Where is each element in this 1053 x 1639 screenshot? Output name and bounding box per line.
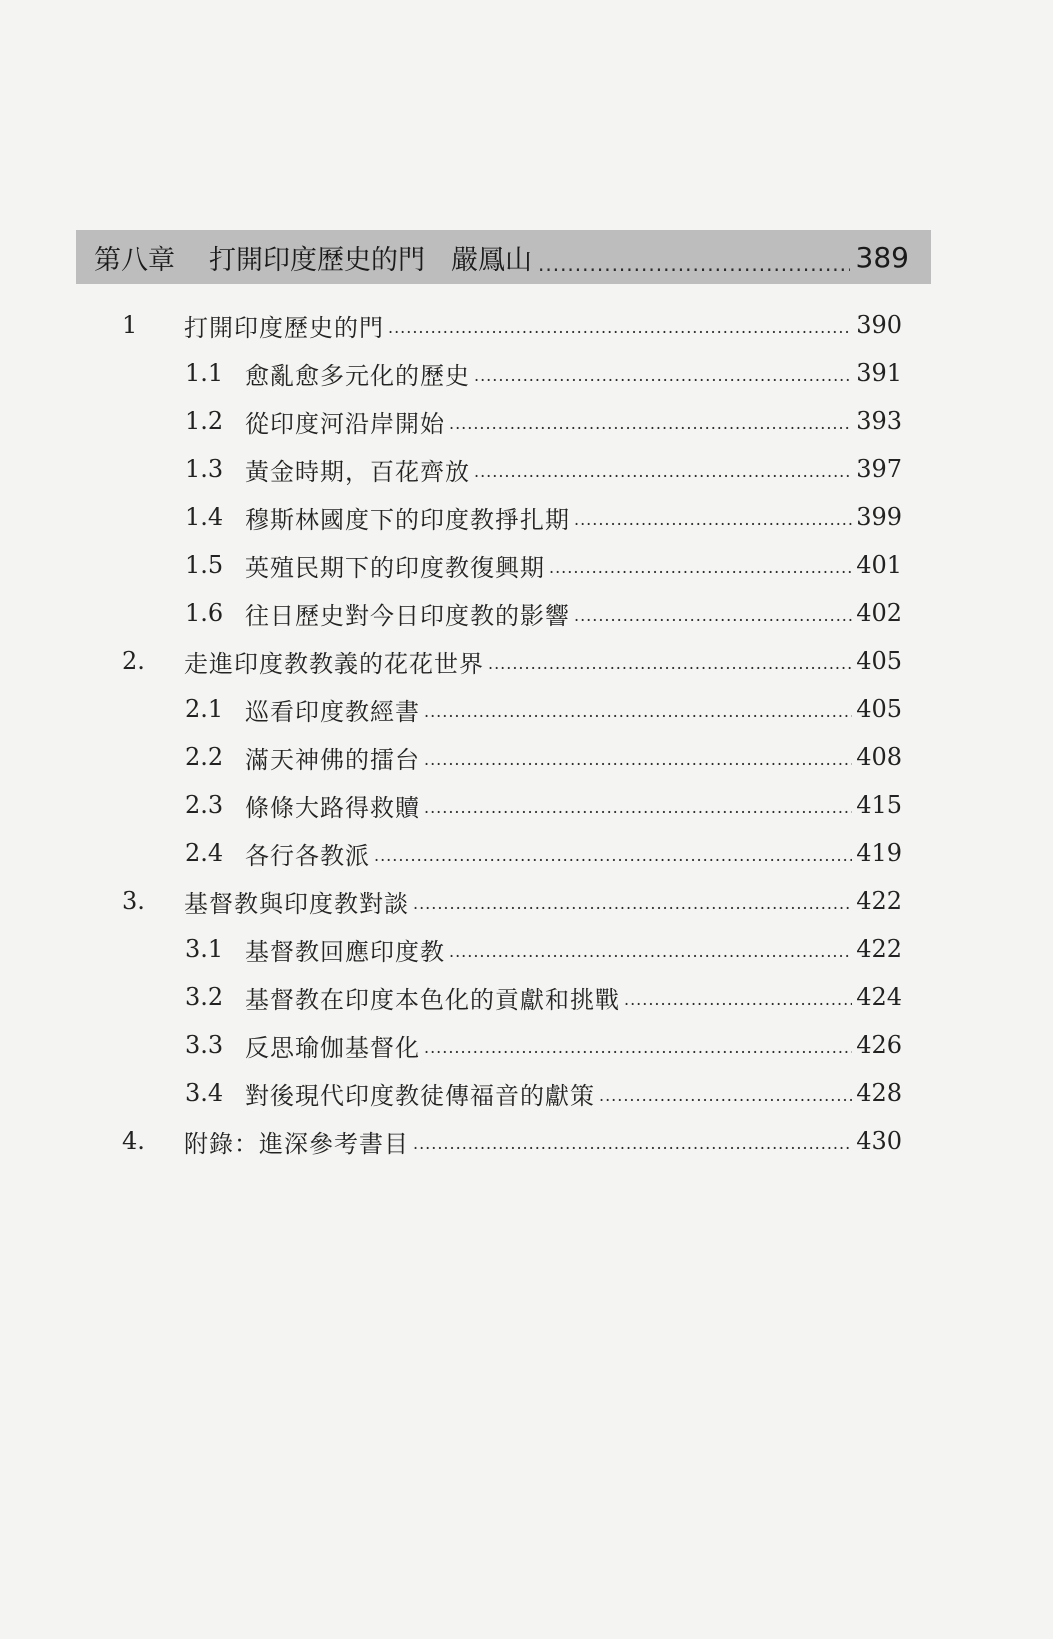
entry-title: 黃金時期，百花齊放 [245, 457, 470, 486]
entry-page-number: 405 [856, 695, 902, 723]
toc-entry [185, 449, 902, 489]
dot-leader [574, 516, 852, 537]
entry-page-number: 408 [856, 743, 902, 771]
entry-number: 1.2 [185, 407, 224, 435]
entry-number: 1.3 [185, 455, 224, 483]
entry-number: 3. [122, 887, 145, 915]
entry-number: 2.2 [185, 743, 224, 771]
toc-entry [185, 785, 902, 825]
toc-entry [185, 737, 902, 777]
entry-number: 1 [122, 311, 138, 339]
entry-page-number: 415 [856, 791, 902, 819]
dot-leader [449, 948, 852, 969]
entry-number: 3.2 [185, 983, 224, 1011]
entry-page-number: 393 [856, 407, 902, 435]
dot-leader [424, 756, 852, 777]
entry-page-number: 402 [856, 599, 902, 627]
entry-title: 從印度河沿岸開始 [245, 409, 445, 438]
entry-page-number: 401 [856, 551, 902, 579]
chapter-heading [76, 230, 931, 284]
entry-number: 3.1 [185, 935, 224, 963]
entry-title: 穆斯林國度下的印度教掙扎期 [245, 505, 570, 534]
entry-title: 基督教在印度本色化的貢獻和挑戰 [245, 985, 620, 1014]
dot-leader [538, 260, 850, 284]
entry-title: 基督教與印度教對談 [184, 889, 409, 918]
dot-leader [388, 324, 852, 345]
chapter-label: 第八章 [94, 244, 175, 276]
chapter-title: 打開印度歷史的門 [209, 244, 425, 276]
toc-entry [185, 593, 902, 633]
dot-leader [413, 900, 852, 921]
entry-page-number: 405 [856, 647, 902, 675]
entry-page-number: 390 [856, 311, 902, 339]
dot-leader [488, 660, 852, 681]
entry-number: 1.5 [185, 551, 224, 579]
toc-entry [185, 545, 902, 585]
toc-entry [122, 305, 902, 345]
entry-title: 英殖民期下的印度教復興期 [245, 553, 545, 582]
entry-title: 反思瑜伽基督化 [245, 1033, 420, 1062]
entry-title: 走進印度教教義的花花世界 [184, 649, 484, 678]
toc-entry [185, 401, 902, 441]
entry-number: 1.6 [185, 599, 224, 627]
entry-title: 滿天神佛的擂台 [245, 745, 420, 774]
entry-title: 巡看印度教經書 [245, 697, 420, 726]
entry-page-number: 391 [856, 359, 902, 387]
dot-leader [474, 468, 852, 489]
entry-number: 3.3 [185, 1031, 224, 1059]
entry-page-number: 397 [856, 455, 902, 483]
entry-number: 3.4 [185, 1079, 224, 1107]
entry-number: 2.4 [185, 839, 224, 867]
entry-page-number: 422 [856, 887, 902, 915]
entry-page-number: 399 [856, 503, 902, 531]
dot-leader [599, 1092, 852, 1113]
entry-page-number: 424 [856, 983, 902, 1011]
entry-title: 附錄：進深參考書目 [184, 1129, 409, 1158]
entry-page-number: 419 [856, 839, 902, 867]
entry-title: 條條大路得救贖 [245, 793, 420, 822]
dot-leader [449, 420, 852, 441]
entry-page-number: 430 [856, 1127, 902, 1155]
dot-leader [424, 804, 852, 825]
toc-entry [185, 689, 902, 729]
toc-entry [185, 497, 902, 537]
toc-entry [185, 833, 902, 873]
entry-page-number: 428 [856, 1079, 902, 1107]
toc-entry [185, 1073, 902, 1113]
entry-number: 1.1 [185, 359, 224, 387]
dot-leader [549, 564, 852, 585]
toc-entry [185, 353, 902, 393]
chapter-page-number: 389 [855, 240, 909, 274]
entry-title: 基督教回應印度教 [245, 937, 445, 966]
entry-number: 4. [122, 1127, 145, 1155]
entry-number: 1.4 [185, 503, 224, 531]
entry-title: 各行各教派 [245, 841, 370, 870]
entry-title: 對後現代印度教徒傳福音的獻策 [245, 1081, 595, 1110]
entry-title: 往日歷史對今日印度教的影響 [245, 601, 570, 630]
entry-page-number: 422 [856, 935, 902, 963]
entry-number: 2. [122, 647, 145, 675]
toc-entry [185, 977, 902, 1017]
dot-leader [424, 708, 852, 729]
dot-leader [374, 852, 852, 873]
dot-leader [424, 1044, 852, 1065]
dot-leader [624, 996, 852, 1017]
toc-entry [185, 1025, 902, 1065]
dot-leader [413, 1140, 852, 1161]
dot-leader [574, 612, 852, 633]
entry-page-number: 426 [856, 1031, 902, 1059]
toc-entry [185, 929, 902, 969]
entry-number: 2.1 [185, 695, 224, 723]
toc-entry [122, 641, 902, 681]
entry-title: 打開印度歷史的門 [184, 313, 384, 342]
entry-number: 2.3 [185, 791, 224, 819]
chapter-author: 嚴鳳山 [451, 244, 532, 276]
toc-entry [122, 1121, 902, 1161]
toc-entry [122, 881, 902, 921]
entry-title: 愈亂愈多元化的歷史 [245, 361, 470, 390]
dot-leader [474, 372, 852, 393]
